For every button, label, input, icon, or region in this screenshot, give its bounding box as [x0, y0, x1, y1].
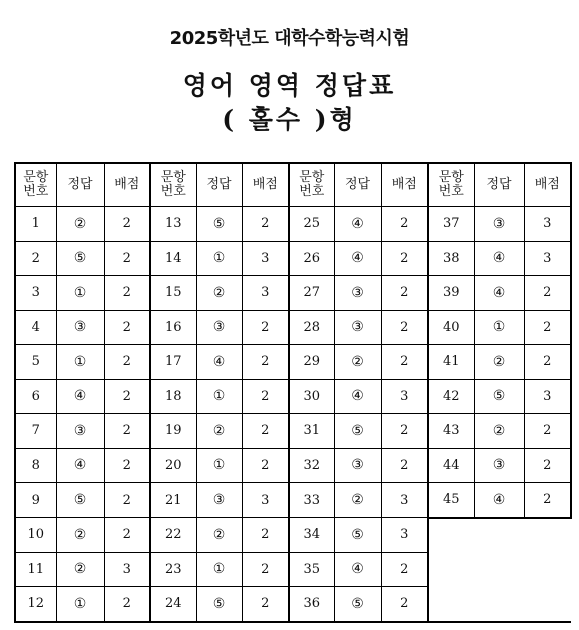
header-answer: 정답: [474, 163, 524, 207]
question-number: 4: [15, 310, 56, 345]
correct-answer: ①: [56, 587, 104, 622]
correct-answer: ③: [334, 448, 381, 483]
table-row: [15, 552, 571, 587]
score-value: 2: [524, 276, 571, 311]
question-number: 1: [15, 207, 56, 242]
correct-answer: ③: [56, 414, 104, 449]
question-number: 17: [150, 345, 196, 380]
score-value: 3: [524, 207, 571, 242]
correct-answer: ②: [196, 276, 242, 311]
score-value: 2: [104, 448, 150, 483]
correct-answer: ④: [474, 276, 524, 311]
question-number: 19: [150, 414, 196, 449]
correct-answer: ③: [196, 483, 242, 518]
question-number: 29: [289, 345, 334, 380]
correct-answer: ⑤: [474, 379, 524, 414]
correct-answer: ⑤: [196, 207, 242, 242]
header-score: 배점: [381, 163, 428, 207]
header-score: 배점: [242, 163, 289, 207]
score-value: 2: [242, 310, 289, 345]
question-number: 36: [289, 587, 334, 622]
empty-cell: [428, 552, 474, 587]
header-answer: 정답: [196, 163, 242, 207]
correct-answer: ②: [196, 414, 242, 449]
question-number: 42: [428, 379, 474, 414]
question-number: 3: [15, 276, 56, 311]
question-number: 44: [428, 448, 474, 483]
score-value: 2: [104, 379, 150, 414]
score-value: 2: [381, 241, 428, 276]
correct-answer: ②: [474, 414, 524, 449]
header-answer: 정답: [56, 163, 104, 207]
table-row: [15, 448, 571, 483]
correct-answer: ④: [196, 345, 242, 380]
score-value: 3: [381, 379, 428, 414]
question-number: 15: [150, 276, 196, 311]
table-row: [15, 518, 571, 553]
header-row: [15, 163, 571, 207]
correct-answer: ③: [474, 448, 524, 483]
question-number: 21: [150, 483, 196, 518]
header-number-line: 번호: [438, 184, 464, 199]
empty-cell: [428, 587, 474, 622]
score-value: 3: [242, 483, 289, 518]
score-value: 2: [104, 587, 150, 622]
correct-answer: ②: [196, 518, 242, 553]
question-number: 7: [15, 414, 56, 449]
score-value: 2: [242, 207, 289, 242]
correct-answer: ④: [334, 207, 381, 242]
table-row: [15, 379, 571, 414]
question-number: 28: [289, 310, 334, 345]
score-value: 3: [242, 241, 289, 276]
question-number: 31: [289, 414, 334, 449]
score-value: 2: [104, 414, 150, 449]
correct-answer: ⑤: [196, 587, 242, 622]
question-number: 8: [15, 448, 56, 483]
score-value: 2: [104, 207, 150, 242]
correct-answer: ②: [56, 207, 104, 242]
score-value: 3: [381, 518, 428, 553]
question-number: 5: [15, 345, 56, 380]
score-value: 2: [381, 414, 428, 449]
question-number: 24: [150, 587, 196, 622]
answer-table-body: [15, 163, 571, 622]
score-value: 2: [242, 448, 289, 483]
question-number: 26: [289, 241, 334, 276]
score-value: 2: [104, 276, 150, 311]
correct-answer: ⑤: [334, 414, 381, 449]
question-number: 10: [15, 518, 56, 553]
score-value: 2: [381, 448, 428, 483]
question-number: 39: [428, 276, 474, 311]
correct-answer: ①: [474, 310, 524, 345]
question-number: 43: [428, 414, 474, 449]
header-number: [428, 163, 474, 207]
header-number-line: 번호: [299, 184, 325, 199]
score-value: 2: [524, 345, 571, 380]
header-number-line: 번호: [160, 184, 186, 199]
correct-answer: ④: [56, 448, 104, 483]
score-value: 2: [104, 483, 150, 518]
score-value: 2: [242, 587, 289, 622]
table-row: [15, 483, 571, 518]
question-number: 9: [15, 483, 56, 518]
correct-answer: ①: [56, 276, 104, 311]
question-number: 16: [150, 310, 196, 345]
correct-answer: ①: [196, 448, 242, 483]
correct-answer: ③: [474, 207, 524, 242]
score-value: 3: [242, 276, 289, 311]
header-number: [15, 163, 56, 207]
question-number: 20: [150, 448, 196, 483]
score-value: 2: [242, 414, 289, 449]
table-row: [15, 207, 571, 242]
score-value: 2: [242, 345, 289, 380]
score-value: 2: [104, 310, 150, 345]
question-number: 37: [428, 207, 474, 242]
table-row: [15, 241, 571, 276]
header-answer: 정답: [334, 163, 381, 207]
score-value: 2: [524, 414, 571, 449]
question-number: 14: [150, 241, 196, 276]
question-number: 27: [289, 276, 334, 311]
header-number: [150, 163, 196, 207]
score-value: 2: [242, 552, 289, 587]
header-number-line: 문항: [23, 170, 49, 185]
correct-answer: ③: [334, 276, 381, 311]
question-number: 38: [428, 241, 474, 276]
question-number: 45: [428, 483, 474, 518]
empty-cell: [428, 518, 474, 553]
question-number: 6: [15, 379, 56, 414]
header-number-line: 문항: [299, 170, 325, 185]
correct-answer: ②: [334, 345, 381, 380]
question-number: 40: [428, 310, 474, 345]
header-score: 배점: [104, 163, 150, 207]
answer-table: [14, 162, 572, 623]
correct-answer: ④: [334, 379, 381, 414]
table-row: [15, 414, 571, 449]
score-value: 2: [104, 345, 150, 380]
correct-answer: ④: [334, 241, 381, 276]
table-row: [15, 345, 571, 380]
correct-answer: ④: [56, 379, 104, 414]
correct-answer: ④: [334, 552, 381, 587]
question-number: 25: [289, 207, 334, 242]
header-score: 배점: [524, 163, 571, 207]
empty-cell: [474, 518, 524, 553]
empty-cell: [474, 552, 524, 587]
question-number: 35: [289, 552, 334, 587]
correct-answer: ⑤: [334, 518, 381, 553]
correct-answer: ④: [474, 241, 524, 276]
score-value: 2: [381, 345, 428, 380]
correct-answer: ③: [56, 310, 104, 345]
question-number: 11: [15, 552, 56, 587]
correct-answer: ④: [474, 483, 524, 518]
table-row: [15, 310, 571, 345]
correct-answer: ②: [56, 518, 104, 553]
empty-cell: [474, 587, 524, 622]
correct-answer: ⑤: [56, 241, 104, 276]
correct-answer: ①: [196, 379, 242, 414]
score-value: 3: [524, 379, 571, 414]
question-number: 2: [15, 241, 56, 276]
score-value: 2: [524, 483, 571, 518]
question-number: 33: [289, 483, 334, 518]
correct-answer: ①: [196, 241, 242, 276]
score-value: 3: [104, 552, 150, 587]
table-row: [15, 587, 571, 622]
header-number-line: 번호: [23, 184, 49, 199]
correct-answer: ①: [56, 345, 104, 380]
correct-answer: ③: [196, 310, 242, 345]
question-number: 32: [289, 448, 334, 483]
score-value: 2: [381, 207, 428, 242]
empty-cell: [524, 552, 571, 587]
score-value: 2: [381, 587, 428, 622]
header-number-line: 문항: [160, 170, 186, 185]
question-number: 34: [289, 518, 334, 553]
question-number: 12: [15, 587, 56, 622]
question-number: 23: [150, 552, 196, 587]
correct-answer: ②: [56, 552, 104, 587]
header-number: [289, 163, 334, 207]
score-value: 2: [104, 518, 150, 553]
question-number: 13: [150, 207, 196, 242]
table-row: [15, 276, 571, 311]
subject-title: 영어 영역 정답표: [182, 71, 397, 100]
score-value: 3: [381, 483, 428, 518]
score-value: 2: [381, 310, 428, 345]
empty-cell: [524, 587, 571, 622]
score-value: 2: [381, 552, 428, 587]
score-value: 2: [104, 241, 150, 276]
score-value: 2: [381, 276, 428, 311]
correct-answer: ①: [196, 552, 242, 587]
score-value: 2: [242, 379, 289, 414]
correct-answer: ③: [334, 310, 381, 345]
question-number: 18: [150, 379, 196, 414]
question-number: 22: [150, 518, 196, 553]
exam-title: 2025학년도 대학수학능력시험: [169, 28, 410, 49]
empty-cell: [524, 518, 571, 553]
correct-answer: ②: [334, 483, 381, 518]
question-number: 30: [289, 379, 334, 414]
correct-answer: ②: [474, 345, 524, 380]
score-value: 3: [524, 241, 571, 276]
correct-answer: ⑤: [56, 483, 104, 518]
question-number: 41: [428, 345, 474, 380]
header-number-line: 문항: [438, 170, 464, 185]
score-value: 2: [524, 448, 571, 483]
score-value: 2: [524, 310, 571, 345]
score-value: 2: [242, 518, 289, 553]
form-title: ( 홀수 )형: [222, 105, 357, 134]
correct-answer: ⑤: [334, 587, 381, 622]
